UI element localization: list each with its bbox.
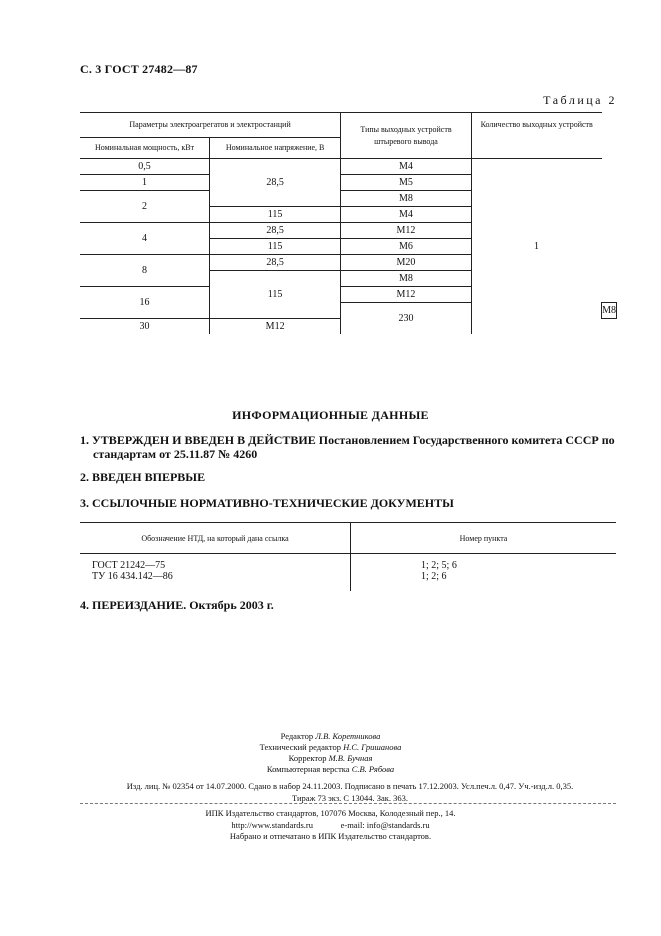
layout-name: С.В. Рябова xyxy=(351,764,395,774)
info-item-1-cont: стандартам от 25.11.87 № 4260 xyxy=(93,447,258,461)
publisher-web: http://www.standards.ru xyxy=(231,819,313,830)
col-header-types: Типы выходных устройств штыревого вывода xyxy=(341,113,472,159)
cell-voltage: 28,5 xyxy=(210,255,341,271)
tech-name: Н.С. Гришанова xyxy=(343,742,402,752)
cell-power: 0,5 xyxy=(80,159,210,175)
cell-type: M8 xyxy=(341,271,472,287)
cell-voltage: 115 xyxy=(210,239,341,255)
col-header-voltage: Номинальное напряжение, В xyxy=(210,138,341,159)
credits-layout xyxy=(0,763,661,775)
cell-type: M8 xyxy=(602,303,617,319)
publisher-email: e-mail: info@standards.ru xyxy=(340,819,430,830)
cell-type: M6 xyxy=(341,239,472,255)
cell-power: 4 xyxy=(80,223,210,255)
info-item-1: 1. УТВЕРЖДЕН И ВВЕДЕН В ДЕЙСТВИЕ Постановлением Государственного комитета СССР по xyxy=(80,433,615,447)
imprint xyxy=(0,808,661,843)
parameters-table xyxy=(80,112,617,334)
cell-power: 30 xyxy=(80,319,210,335)
editor-name: Л.В. Коретникова xyxy=(315,731,381,741)
cell-power: 1 xyxy=(80,175,210,191)
cell-voltage: 115 xyxy=(210,271,341,319)
cell-voltage: 28,5 xyxy=(210,159,341,207)
publishing-info xyxy=(80,780,620,804)
cell-power: 16 xyxy=(80,287,210,319)
refs-col-header-doc: Обозначение НТД, на который дана ссылка xyxy=(80,523,351,554)
cell-voltage: 28,5 xyxy=(210,223,341,239)
corr-label: Корректор xyxy=(288,753,327,763)
references-table xyxy=(80,522,616,591)
corr-name: М.В. Бучная xyxy=(328,753,373,763)
cell-voltage: 115 xyxy=(210,207,341,223)
info-item-2: 2. ВВЕДЕН ВПЕРВЫЕ xyxy=(80,470,206,484)
info-item-4: 4. ПЕРЕИЗДАНИЕ. Октябрь 2003 г. xyxy=(80,598,274,612)
printed-by: Набрано и отпечатано в ИПК Издательство стандартов. xyxy=(229,831,432,841)
publishing-line-2: Тираж 73 экз. С 13044. Зак. 363. xyxy=(291,793,409,803)
cell-type: M12 xyxy=(210,319,341,335)
cell-type: M4 xyxy=(341,159,472,175)
cell-type: M12 xyxy=(341,287,472,303)
tech-label: Технический редактор xyxy=(259,742,341,752)
cell-power: 8 xyxy=(80,255,210,287)
cell-count: 1 xyxy=(471,159,601,335)
publisher-address: ИПК Издательство стандартов, 107076 Москва, Колодезный пер., 14. xyxy=(205,808,456,818)
refs-points-cell xyxy=(351,554,617,592)
info-item-3: 3. ССЫЛОЧНЫЕ НОРМАТИВНО-ТЕХНИЧЕСКИЕ ДОКУМЕНТЫ xyxy=(80,496,454,510)
ref-doc: ТУ 16 434.142—86 xyxy=(92,571,173,582)
cell-voltage: 230 xyxy=(341,303,472,335)
ref-doc: ГОСТ 21242—75 xyxy=(92,560,166,571)
group-header: Параметры электроагрегатов и электростанций xyxy=(80,113,341,138)
layout-label: Компьютерная верстка xyxy=(266,764,350,774)
cell-type: M8 xyxy=(341,191,472,207)
col-header-count: Количество выходных устройств xyxy=(471,113,601,159)
ref-points: 1; 2; 5; 6 xyxy=(421,560,457,571)
page-header: С. 3 ГОСТ 27482—87 xyxy=(80,62,198,76)
info-title: ИНФОРМАЦИОННЫЕ ДАННЫЕ xyxy=(232,408,429,422)
publishing-line-1: Изд. лиц. № 02354 от 14.07.2000. Сдано в набор 24.11.2003. Подписано в печать 17.12.2003. Усл.печ.л. 0,47. Уч.-изд.л. 0,35. xyxy=(126,781,574,791)
divider xyxy=(80,803,616,804)
refs-doc-cell xyxy=(80,554,351,592)
col-header-power: Номинальная мощность, кВт xyxy=(80,138,210,159)
publisher-contacts xyxy=(0,820,661,832)
table-caption: Таблица 2 xyxy=(543,93,617,107)
cell-type: M4 xyxy=(341,207,472,223)
editor-label: Редактор xyxy=(280,731,314,741)
cell-type: M20 xyxy=(341,255,472,271)
cell-type: M5 xyxy=(341,175,472,191)
ref-points: 1; 2; 6 xyxy=(421,571,447,582)
refs-col-header-points: Номер пункта xyxy=(351,523,617,554)
cell-type: M12 xyxy=(341,223,472,239)
cell-power: 2 xyxy=(80,191,210,223)
